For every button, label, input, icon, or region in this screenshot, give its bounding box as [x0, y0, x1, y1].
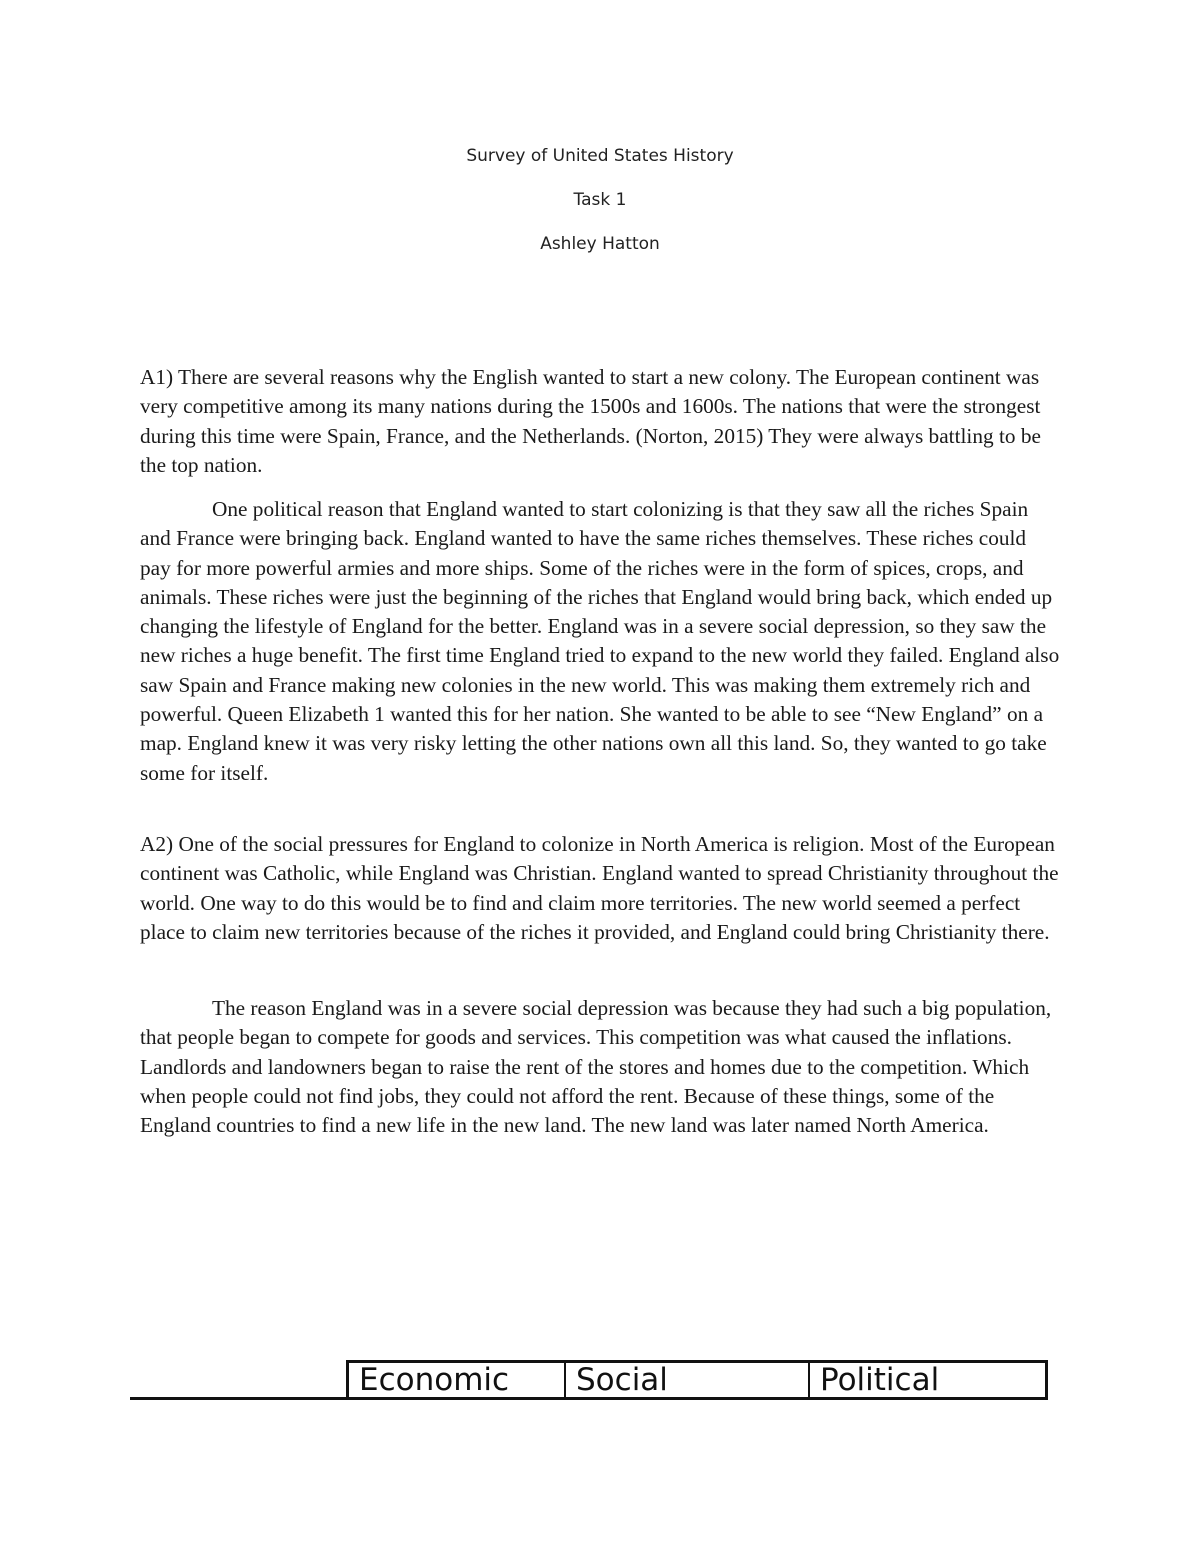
author-name: Ashley Hatton — [540, 234, 660, 254]
table-header-social: Social — [566, 1363, 810, 1397]
paragraph-social-text: The reason England was in a severe social depression was because they had such a big population, that people began to compete for goods and services. This competition was what caused the inflations. Landlords and landowners began to raise the rent of the stores and homes due to the competition. Which when people could not find jobs, they could not afford the rent. Because of these things, some of the England countries to find a new life in the new land. The new land was later named North America. — [140, 996, 1052, 1138]
paragraph-social — [140, 994, 1060, 1140]
paragraph-a2 — [140, 830, 1060, 947]
paragraph-political-text: One political reason that England wanted to start colonizing is that they saw all the riches Spain and France were bringing back. England wanted to have the same riches themselves. These riches could pay for more powerful armies and more ships. Some of the riches were in the form of spices, crops, and animals. These riches were just the beginning of the riches that England would bring back, which ended up changing the lifestyle of England for the better. England was in a severe social depression, so they saw the new riches a huge benefit. The first time England tried to expand to the new world they failed. England also saw Spain and France making new colonies in the new world. This was making them extremely rich and powerful. Queen Elizabeth 1 wanted this for her nation. She wanted to be able to see “New England” on a map. England knew it was very risky letting the other nations own all this land. So, they wanted to go take some for itself. — [140, 497, 1060, 785]
paragraph-a1-text: A1) There are several reasons why the English wanted to start a new colony. The European continent was very competitive among its many nations during the 1500s and 1600s. The nations that were the strongest during this time were Spain, France, and the Netherlands. (Norton, 2015) They were always battling to be the top nation. — [140, 365, 1041, 477]
paragraph-a2-text: A2) One of the social pressures for England to colonize in North America is religion. Most of the European continent was Catholic, while England was Christian. England wanted to spread Christianity throughout the world. One way to do this would be to find and claim more territories. The new world seemed a perfect place to claim new territories because of the riches it provided, and England could bring Christianity there. — [140, 832, 1059, 944]
document-title: Survey of United States History — [466, 146, 734, 166]
table-header-row — [346, 1360, 1048, 1400]
paragraph-political — [140, 495, 1060, 788]
table-header-economic: Economic — [349, 1363, 566, 1397]
category-table — [130, 1360, 1048, 1400]
table-header-political: Political — [820, 1362, 940, 1398]
task-label: Task 1 — [573, 190, 627, 210]
paragraph-a1 — [140, 363, 1060, 480]
